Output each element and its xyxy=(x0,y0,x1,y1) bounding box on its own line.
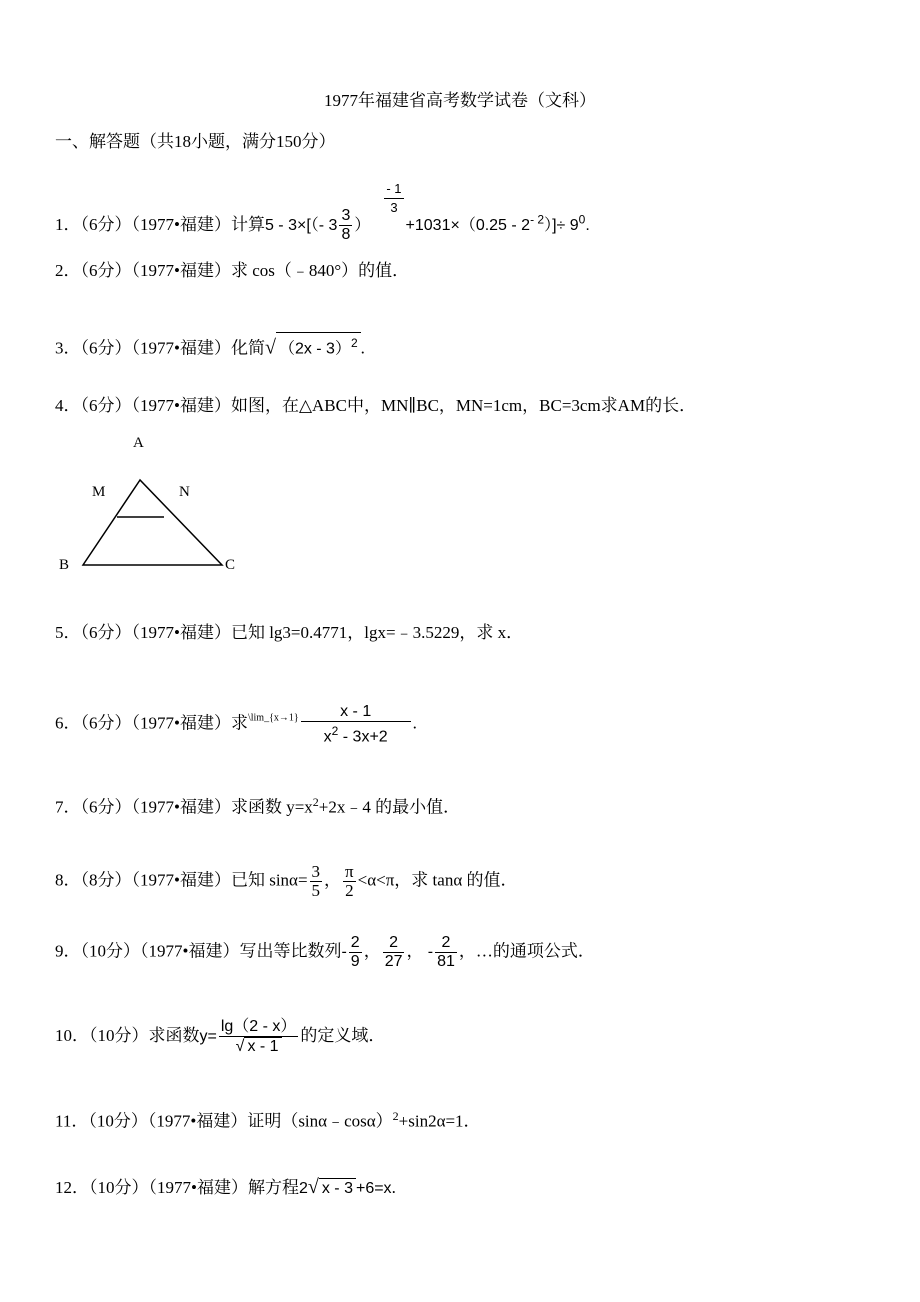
q1-end: . xyxy=(585,217,590,234)
q8-frac2 xyxy=(343,863,356,900)
q1-num: 3 xyxy=(341,207,351,225)
label-b: B xyxy=(59,557,70,573)
question-6 xyxy=(55,703,417,746)
q9-sep: ， xyxy=(363,941,381,961)
sqrt-icon: √ xyxy=(264,336,276,359)
q3-prefix: 3．（6分）（1977•福建）化简 xyxy=(55,338,265,358)
question-3 xyxy=(55,332,365,359)
q8-n2: π xyxy=(345,862,354,881)
q1-part: +1031×（0.25 - 2 xyxy=(405,217,531,234)
q9-n3: 2 xyxy=(435,934,457,953)
question-12 xyxy=(55,1177,396,1199)
q1-formula xyxy=(264,181,590,244)
label-m: M xyxy=(92,484,106,500)
q8-rest: <α<π，求 tanα 的值． xyxy=(357,870,518,890)
triangle-figure xyxy=(55,428,255,578)
q6-fraction xyxy=(301,703,411,746)
q12-end: . xyxy=(391,1178,396,1197)
q9-rest: ，…的通项公式． xyxy=(458,941,595,961)
q9-sign3: - xyxy=(427,943,434,961)
q1-den: 8 xyxy=(341,226,351,244)
q1-fraction xyxy=(339,207,352,244)
q9-sign1: - xyxy=(341,943,347,961)
q12-rest: +6=x xyxy=(355,1180,392,1197)
q6-den-a: x xyxy=(323,728,332,746)
section-heading: 一、解答题（共18小题，满分150分） xyxy=(55,132,336,151)
q7-exp: 2 xyxy=(312,795,319,809)
q8-frac1 xyxy=(310,863,323,900)
question-7 xyxy=(55,792,460,818)
question-2: 2．（6分）（1977•福建）求 cos（﹣840°）的值． xyxy=(55,261,410,280)
q10-prefix: 10．（10分）求函数 xyxy=(55,1025,200,1045)
q1-exponent xyxy=(384,180,403,217)
q10-fraction xyxy=(219,1018,299,1056)
q9-term1 xyxy=(349,934,362,971)
q1-exp-num: - 1 xyxy=(384,180,403,199)
q6-limit: \lim_{x→1} xyxy=(247,712,299,724)
question-5: 5．（6分）（1977•福建）已知 lg3=0.4771，lgx=﹣3.5229，求 x． xyxy=(55,623,524,642)
q3-end: . xyxy=(360,338,365,358)
q1-exp3: 0 xyxy=(578,212,586,227)
q1-part: ）]÷ 9 xyxy=(544,217,579,234)
q9-term3 xyxy=(435,934,457,971)
q8-sep: ， xyxy=(324,870,342,890)
q12-radicand: x - 3 xyxy=(319,1178,356,1199)
q8-prefix: 8．（8分）（1977•福建）已知 sinα= xyxy=(55,870,308,890)
question-9 xyxy=(55,934,595,971)
q1-exp2: - 2 xyxy=(530,212,545,227)
q12-prefix: 12．（10分）（1977•福建）解方程 xyxy=(55,1178,299,1197)
question-10 xyxy=(55,1018,385,1056)
q11-exp: 2 xyxy=(392,1109,399,1123)
q10-rest: 的定义域． xyxy=(300,1025,386,1045)
page-title: 1977年福建省高考数学试卷（文科） xyxy=(324,91,596,110)
q6-num: x - 1 xyxy=(301,703,411,722)
q9-d2: 27 xyxy=(384,953,403,970)
label-c: C xyxy=(225,557,236,573)
q9-n2: 2 xyxy=(383,934,405,953)
q9-sep: ， xyxy=(406,941,424,961)
q1-prefix: 1．（6分）（1977•福建）计算 xyxy=(55,215,265,234)
q12-coef: 2 xyxy=(298,1180,308,1197)
q11-prefix: 11．（10分）（1977•福建）证明（sinα﹣cosα） xyxy=(55,1111,393,1131)
q3-radicand xyxy=(276,332,361,359)
q10-num: lg（2 - x） xyxy=(220,1018,297,1035)
q9-d3: 81 xyxy=(437,953,455,970)
q9-n1: 2 xyxy=(350,934,360,951)
question-1 xyxy=(55,180,590,244)
q11-rest: +sin2α=1． xyxy=(398,1111,481,1131)
q6-prefix: 6．（6分）（1977•福建）求 xyxy=(55,713,248,733)
q9-term2 xyxy=(383,934,405,971)
sqrt-icon: √ xyxy=(307,1176,319,1198)
q9-d1: 9 xyxy=(350,953,360,970)
q6-den-exp: 2 xyxy=(331,724,339,738)
label-a: A xyxy=(133,435,144,451)
label-n: N xyxy=(179,484,190,500)
q6-end: . xyxy=(412,713,417,733)
q8-n1: 3 xyxy=(311,862,321,881)
q7-prefix: 7．（6分）（1977•福建）求函数 y=x xyxy=(55,797,313,817)
q8-d1: 5 xyxy=(311,881,321,900)
q1-part: 5 - 3×[（- 3 xyxy=(264,217,338,234)
q10-y: y= xyxy=(199,1027,217,1045)
q1-exp-den: 3 xyxy=(390,200,398,215)
q3-rad-text: （2x - 3） xyxy=(278,340,351,358)
sqrt-icon: √ xyxy=(235,1038,245,1055)
q6-den-b: - 3x+2 xyxy=(338,728,388,746)
q7-rest: +2x﹣4 的最小值． xyxy=(318,797,461,817)
q10-radicand: x - 1 xyxy=(244,1037,281,1056)
question-11 xyxy=(55,1106,481,1132)
question-8 xyxy=(55,863,517,900)
question-4: 4．（6分）（1977•福建）如图，在△ABC中，MN∥BC，MN=1cm，BC=3cm求AM的长． xyxy=(55,396,697,415)
q6-den xyxy=(301,722,411,746)
q3-exp: 2 xyxy=(350,336,358,350)
q10-den xyxy=(219,1037,299,1056)
q8-d2: 2 xyxy=(345,881,354,900)
q9-prefix: 9．（10分）（1977•福建）写出等比数列 xyxy=(55,941,342,961)
q1-part: ） xyxy=(354,217,371,234)
